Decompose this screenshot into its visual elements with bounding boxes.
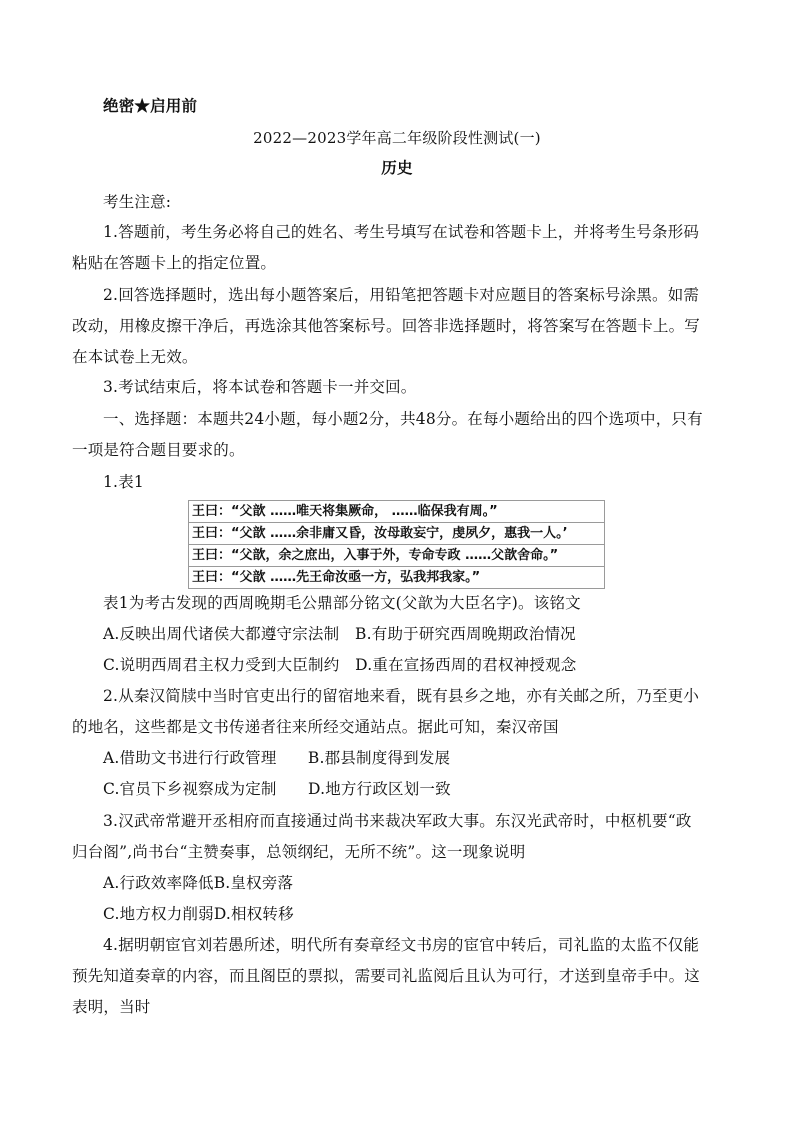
table-row — [189, 545, 605, 567]
question-stem: 归台阁”,尚书台“主赞奏事，总领纲纪，无所不统”。这一现象说明 — [72, 843, 526, 861]
notice-text: 粘贴在答题卡上的指定位置。 — [72, 254, 277, 272]
question-stem: 4.据明朝宦官刘若愚所述，明代所有奏章经文书房的宦官中转后，司礼监的太监不仅能 — [103, 936, 700, 954]
table-row — [189, 567, 605, 589]
question-option: A.反映出周代诸侯大都遵守宗法制 B.有助于研究西周晚期政治情况 — [103, 625, 576, 643]
question-stem: 表明，当时 — [72, 998, 151, 1016]
notice-text: 3.考试结束后，将本试卷和答题卡一并交回。 — [103, 378, 417, 396]
question-stem: 预先知道奏章的内容，而且阁臣的票拟，需要司礼监阅后且认为可行，才送到皇帝手中。这 — [72, 967, 701, 985]
question-stem: 的地名，这些都是文书传递者往来所经交通站点。据此可知，秦汉帝国 — [72, 718, 559, 736]
question-option: C.地方权力削弱D.相权转移 — [103, 905, 294, 923]
question-stem: 3.汉武帝常避开丞相府而直接通过尚书来裁决军政大事。东汉光武帝时，中枢机要“政 — [103, 812, 692, 830]
notice-text: 2.回答选择题时，选出每小题答案后，用铅笔把答题卡对应题目的答案标号涂黑。如需 — [103, 286, 700, 304]
question-stem: 1.表1 — [103, 473, 144, 491]
notice-text: 1.答题前，考生务必将自己的姓名、考生号填写在试卷和答题卡上，并将考生号条形码 — [103, 223, 700, 241]
question-option: C.说明西周君主权力受到大臣制约 D.重在宣扬西周的君权神授观念 — [103, 656, 577, 674]
notice-text: 改动，用橡皮擦干净后，再选涂其他答案标号。回答非选择题时，将答案写在答题卡上。写 — [72, 317, 701, 335]
table-cell: 王曰：“父歆，余之庶出，入事于外，专命专政 ……父歆舍命。” — [189, 545, 605, 567]
section-heading: 一项是符合题目要求的。 — [72, 441, 245, 459]
section-heading: 一、选择题：本题共24小题，每小题2分，共48分。在每小题给出的四个选项中，只有 — [103, 410, 703, 428]
secret-label: 绝密★启用前 — [103, 96, 198, 115]
notice-text: 在本试卷上无效。 — [72, 348, 198, 366]
table-cell: 王曰：“父歆 ……唯天将集厥命， ……临保我有周。” — [189, 501, 605, 523]
question-option: A.借助文书进行行政管理 B.郡县制度得到发展 — [103, 749, 451, 767]
subject-title: 历史 — [381, 158, 413, 177]
table-row — [189, 501, 605, 523]
question-option: C.官员下乡视察成为定制 D.地方行政区划一致 — [103, 780, 451, 798]
table-cell: 王曰：“父歆 ……余非庸又昏，汝母敢妄宁，虔夙夕，惠我一人。’ — [189, 523, 605, 545]
table-cell: 王曰：“父歆 ……先王命汝亟一方，弘我邦我家。” — [189, 567, 605, 589]
exam-title: 2022—2023学年高二年级阶段性测试(一) — [253, 129, 541, 147]
question-text: 表1为考古发现的西周晚期毛公鼎部分铭文(父歆为大臣名字)。该铭文 — [103, 594, 581, 612]
question-option: A.行政效率降低B.皇权旁落 — [103, 874, 294, 892]
question-stem: 2.从秦汉简牍中当时官吏出行的留宿地来看，既有县乡之地，亦有关邮之所，乃至更小 — [103, 687, 700, 705]
notice-heading: 考生注意: — [103, 193, 172, 211]
table-row — [189, 523, 605, 545]
inscription-table — [188, 500, 605, 589]
